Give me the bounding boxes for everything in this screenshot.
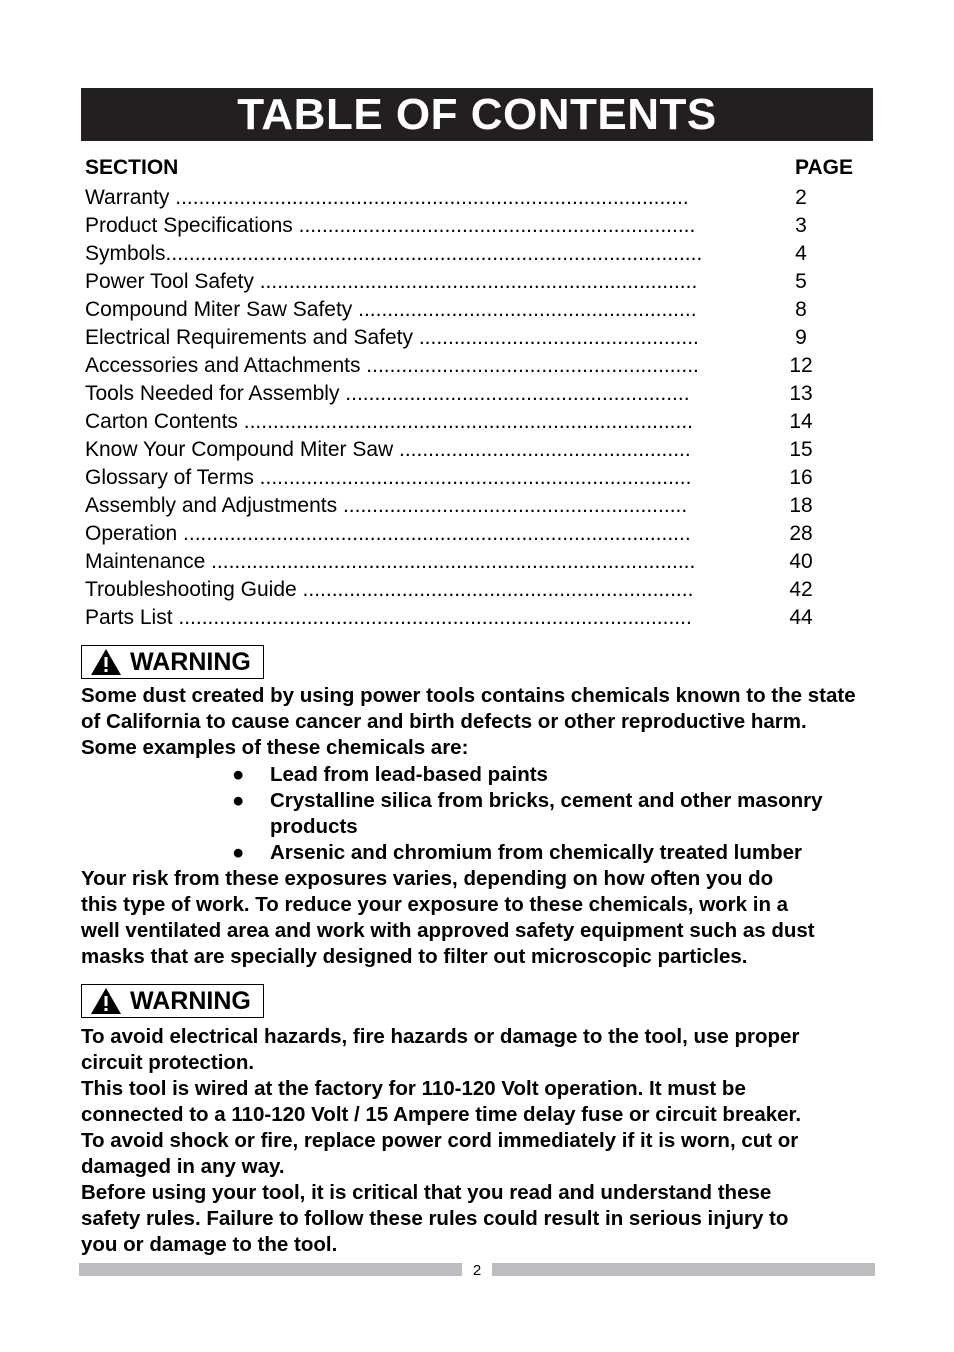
toc-entry-page: 42 — [789, 578, 813, 601]
toc-entry-label: Warranty ........................................................................................ — [85, 186, 689, 209]
toc-entry-page: 44 — [789, 606, 813, 629]
warning1-outro — [81, 866, 881, 970]
toc-entry[interactable] — [85, 212, 855, 240]
section-header: SECTION — [85, 156, 179, 179]
warning-label — [81, 645, 264, 679]
text-line: you or damage to the tool. — [81, 1233, 338, 1256]
warning-label-text: WARNING — [130, 647, 251, 676]
bullet-icon: ● — [232, 763, 245, 786]
toc-entry-page: 9 — [795, 326, 807, 349]
toc-entry-label: Tools Needed for Assembly ........................................................... — [85, 382, 690, 405]
toc-entry[interactable] — [85, 464, 855, 492]
page-number: 2 — [472, 1262, 482, 1279]
toc-entry[interactable] — [85, 436, 855, 464]
text-line: Some examples of these chemicals are: — [81, 736, 469, 759]
toc-entry[interactable] — [85, 408, 855, 436]
page-header: PAGE — [795, 156, 853, 179]
bullet-item — [232, 788, 870, 840]
toc-entry-label: Parts List ........................................................................................ — [85, 606, 692, 629]
toc-entry-page: 8 — [795, 298, 807, 321]
toc-entry[interactable] — [85, 576, 855, 604]
toc-entry-page: 2 — [795, 186, 807, 209]
toc-entry-page: 14 — [789, 410, 813, 433]
toc-entry-label: Troubleshooting Guide ................................................................... — [85, 578, 694, 601]
bullet-text: Arsenic and chromium from chemically treated lumber — [270, 841, 803, 864]
warning-label — [81, 984, 264, 1018]
text-line: Some dust created by using power tools contains chemicals known to the state — [81, 684, 856, 707]
toc-entry[interactable] — [85, 604, 855, 632]
toc-entry-label: Symbols............................................................................................ — [85, 242, 703, 265]
toc-header — [85, 156, 855, 184]
warning2-text — [81, 1024, 881, 1258]
text-line: To avoid shock or fire, replace power cord immediately if it is worn, cut or — [81, 1129, 799, 1152]
toc-entry[interactable] — [85, 520, 855, 548]
warning-triangle-icon — [90, 987, 122, 1015]
text-line: this type of work. To reduce your exposure to these chemicals, work in a — [81, 893, 789, 916]
toc-entry-label: Accessories and Attachments ......................................................... — [85, 354, 699, 377]
title-bar — [81, 88, 873, 141]
toc-entry-label: Compound Miter Saw Safety .......................................................... — [85, 298, 697, 321]
toc-entry-page: 15 — [789, 438, 813, 461]
text-line: damaged in any way. — [81, 1155, 285, 1178]
toc-entry[interactable] — [85, 240, 855, 268]
text-line: connected to a 110-120 Volt / 15 Ampere time delay fuse or circuit breaker. — [81, 1103, 802, 1126]
toc-entry-page: 5 — [795, 270, 807, 293]
warning-label-text: WARNING — [130, 986, 251, 1015]
toc-entry[interactable] — [85, 268, 855, 296]
warning1-intro — [81, 683, 881, 761]
warning-triangle-icon — [90, 648, 122, 676]
toc-entry-label: Power Tool Safety ........................................................................... — [85, 270, 698, 293]
text-line: Before using your tool, it is critical that you read and understand these — [81, 1181, 772, 1204]
text-line: circuit protection. — [81, 1051, 255, 1074]
warning1-bullets — [232, 762, 872, 866]
toc-entry[interactable] — [85, 548, 855, 576]
toc-entry-page: 28 — [789, 522, 813, 545]
toc-list — [85, 184, 855, 632]
text-line: To avoid electrical hazards, fire hazards or damage to the tool, use proper — [81, 1025, 800, 1048]
bullet-icon: ● — [232, 789, 245, 812]
toc-entry[interactable] — [85, 352, 855, 380]
bullet-text: Lead from lead-based paints — [270, 763, 548, 786]
bullet-item — [232, 840, 872, 866]
text-line: Your risk from these exposures varies, depending on how often you do — [81, 867, 774, 890]
toc-entry[interactable] — [85, 324, 855, 352]
text-line: masks that are specially designed to filter out microscopic particles. — [81, 945, 748, 968]
toc-entry[interactable] — [85, 492, 855, 520]
toc-entry-label: Assembly and Adjustments ........................................................... — [85, 494, 688, 517]
text-line: of California to cause cancer and birth defects or other reproductive harm. — [81, 710, 807, 733]
toc-entry-label: Product Specifications .................................................................... — [85, 214, 696, 237]
toc-entry-label: Operation ....................................................................................... — [85, 522, 691, 545]
toc-entry-page: 12 — [789, 354, 813, 377]
toc-entry-page: 4 — [795, 242, 807, 265]
toc-entry-page: 40 — [789, 550, 813, 573]
bullet-item — [232, 762, 872, 788]
text-line: well ventilated area and work with approved safety equipment such as dust — [81, 919, 815, 942]
text-line: safety rules. Failure to follow these rules could result in serious injury to — [81, 1207, 789, 1230]
toc-entry-label: Electrical Requirements and Safety ................................................ — [85, 326, 699, 349]
toc-entry-page: 18 — [789, 494, 813, 517]
toc-entry-page: 3 — [795, 214, 807, 237]
toc-entry-page: 13 — [789, 382, 813, 405]
toc-entry-page: 16 — [789, 466, 813, 489]
toc-entry[interactable] — [85, 296, 855, 324]
toc-entry[interactable] — [85, 184, 855, 212]
footer-bar-right — [492, 1263, 875, 1276]
toc-entry-label: Know Your Compound Miter Saw .................................................. — [85, 438, 691, 461]
bullet-text: Crystalline silica from bricks, cement and other masonry products — [270, 789, 823, 838]
footer-bar-left — [79, 1263, 462, 1276]
page-title: TABLE OF CONTENTS — [237, 89, 717, 139]
toc-entry-label: Glossary of Terms .......................................................................... — [85, 466, 692, 489]
toc-entry[interactable] — [85, 380, 855, 408]
toc-entry-label: Carton Contents ............................................................................. — [85, 410, 694, 433]
text-line: This tool is wired at the factory for 110-120 Volt operation. It must be — [81, 1077, 746, 1100]
bullet-icon: ● — [232, 841, 245, 864]
toc-entry-label: Maintenance ................................................................................... — [85, 550, 696, 573]
